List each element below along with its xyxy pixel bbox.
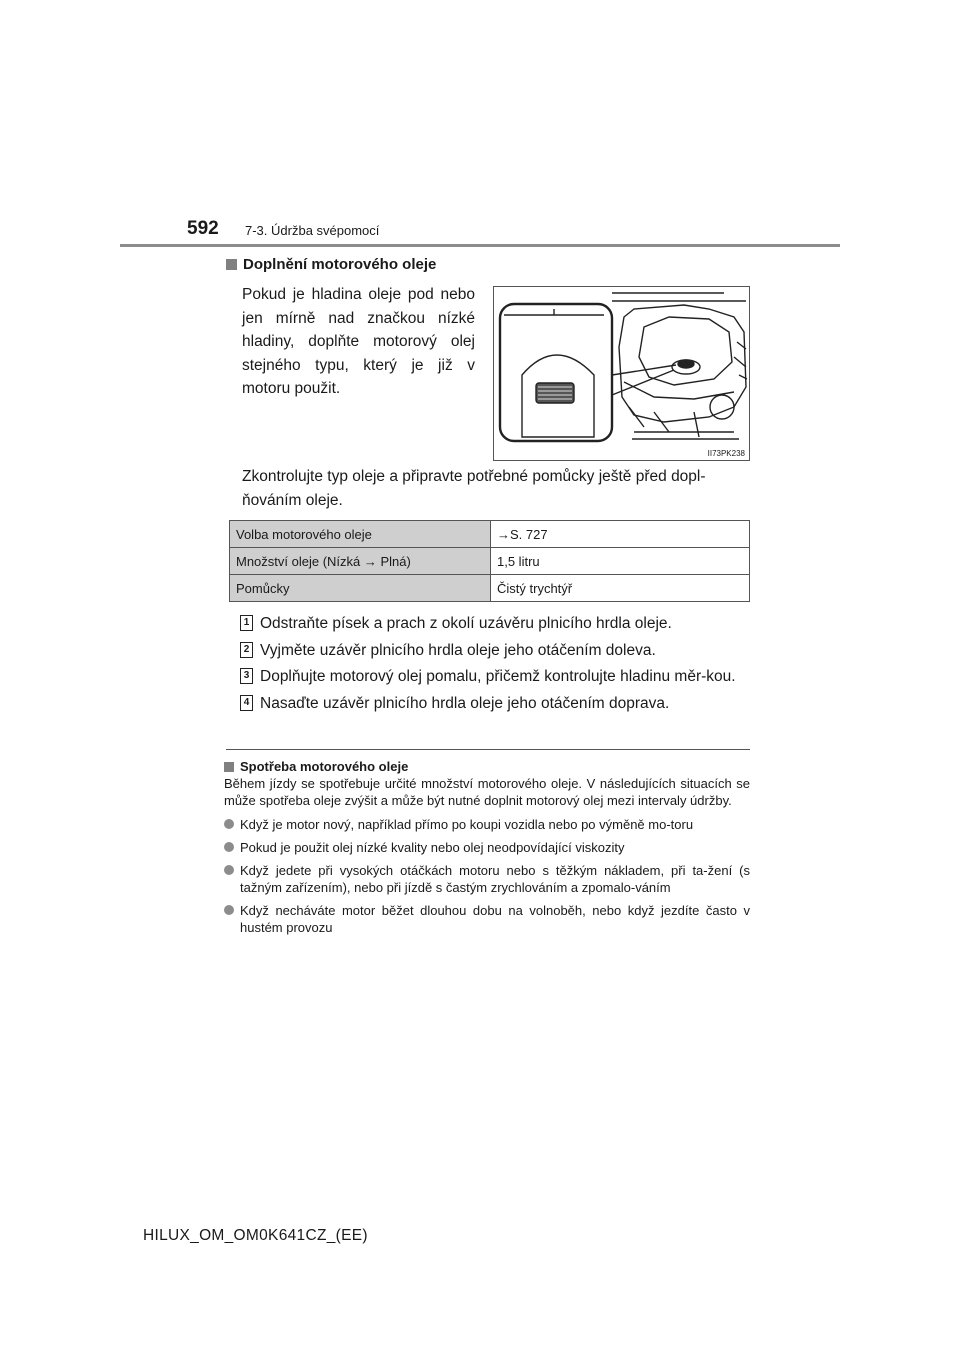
section-title: 7-3. Údržba svépomocí <box>245 223 380 238</box>
oil-consumption-notes <box>224 758 750 942</box>
notes-divider <box>226 749 750 750</box>
page-number: 592 <box>187 218 219 239</box>
step-text: Odstraňte písek a prach z okolí uzávěru plnicího hrdla oleje. <box>260 615 672 632</box>
notes-square-icon <box>224 762 234 772</box>
notes-title-text: Spotřeba motorového oleje <box>240 759 409 774</box>
bullet-text: Když jedete při vysokých otáčkách motoru nebo s těžkým nákladem, při ta-žení (s tažným zařízením), nebo při jízdě s častým zrychlováním a zpomalo-váním <box>240 863 750 895</box>
list-item <box>224 816 750 833</box>
step-item <box>240 612 750 636</box>
notes-bullet-list <box>224 816 750 936</box>
bullet-icon <box>224 819 234 829</box>
table-label: Volba motorového oleje <box>230 521 491 548</box>
step-item <box>240 665 750 689</box>
oil-spec-table <box>229 520 750 602</box>
check-paragraph: Zkontrolujte typ oleje a připravte potřebné pomůcky ještě před dopl-ňováním oleje. <box>242 468 706 509</box>
table-label: Množství oleje (Nízká → Plná) <box>230 548 491 575</box>
step-text: Doplňujte motorový olej pomalu, přičemž kontrolujte hladinu měr-kou. <box>260 668 736 685</box>
bullet-text: Pokud je použit olej nízké kvality nebo olej neodpovídající viskozity <box>240 840 625 855</box>
table-value: Čistý trychtýř <box>491 575 750 602</box>
intro-paragraph: Pokud je hladina oleje pod nebo jen mírně nad značkou nízké hladiny, doplňte motorový olej stejného typu, který je již v motoru použit. <box>242 286 475 397</box>
notes-intro: Během jízdy se spotřebuje určité množství motorového oleje. V následujících situacích se může spotřeba oleje zvýšit a může být nutné doplnit motorový olej mezi intervaly údržby. <box>224 776 750 808</box>
list-item <box>224 902 750 936</box>
step-number: 4 <box>240 695 253 711</box>
step-text: Nasaďte uzávěr plnicího hrdla oleje jeho otáčením doprava. <box>260 694 670 712</box>
notes-heading <box>224 758 750 775</box>
bullet-text: Když je motor nový, například přímo po koupi vozidla nebo po výměně mo-toru <box>240 817 694 832</box>
engine-oil-cap-figure <box>493 286 750 461</box>
header-divider <box>120 244 840 247</box>
step-item <box>240 639 750 663</box>
engine-illustration <box>494 287 749 460</box>
step-item <box>240 692 750 716</box>
figure-code: II73PK238 <box>707 449 745 458</box>
step-number: 1 <box>240 615 253 631</box>
table-row <box>230 575 750 602</box>
step-text: Vyjměte uzávěr plnicího hrdla oleje jeho otáčením doleva. <box>260 641 656 659</box>
step-number: 3 <box>240 668 253 684</box>
heading-square-icon <box>226 259 237 270</box>
table-label: Pomůcky <box>230 575 491 602</box>
heading-oil-refill <box>226 256 436 273</box>
bullet-icon <box>224 905 234 915</box>
bullet-icon <box>224 865 234 875</box>
document-footer-code: HILUX_OM_OM0K641CZ_(EE) <box>143 1227 368 1244</box>
step-number: 2 <box>240 642 253 658</box>
step-list <box>240 612 750 718</box>
heading-text: Doplnění motorového oleje <box>243 256 437 273</box>
table-value-link[interactable]: →S. 727 <box>491 521 750 548</box>
bullet-text: Když necháváte motor běžet dlouhou dobu na volnoběh, nebo když jezdíte často v hustém provozu <box>240 903 750 935</box>
table-value: 1,5 litru <box>491 548 750 575</box>
list-item <box>224 839 750 856</box>
bullet-icon <box>224 842 234 852</box>
list-item <box>224 862 750 896</box>
table-row <box>230 521 750 548</box>
table-row <box>230 548 750 575</box>
